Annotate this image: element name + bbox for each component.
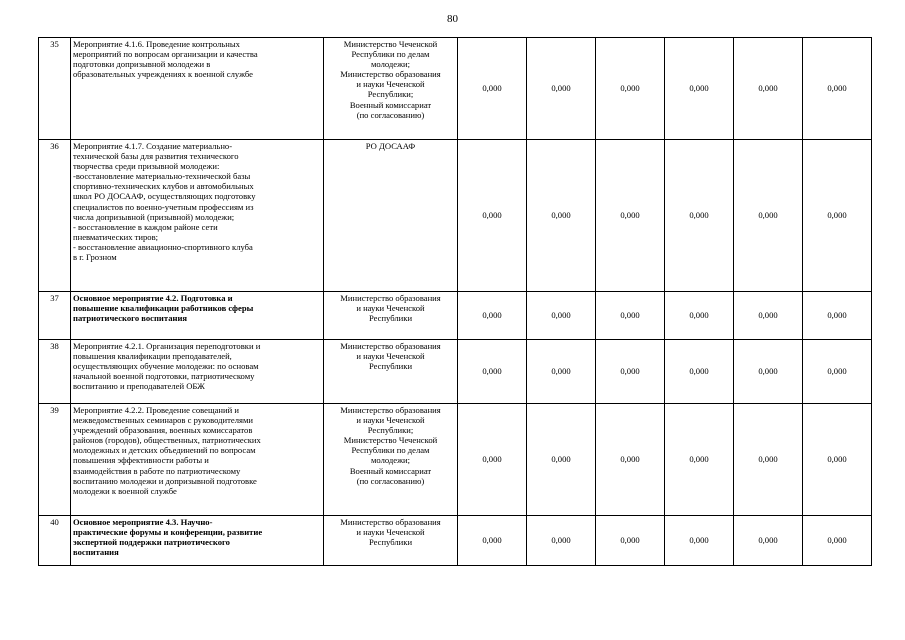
- responsible-executor: РО ДОСААФ: [324, 140, 458, 292]
- funding-value: 0,000: [734, 38, 803, 140]
- funding-value: 0,000: [527, 140, 596, 292]
- program-table: [38, 37, 872, 566]
- row-number: 39: [39, 404, 71, 516]
- funding-value: 0,000: [803, 340, 872, 404]
- activity-description: Основное мероприятие 4.2. Подготовка и повышение квалификации работников сферы патриотического воспитания: [71, 292, 324, 340]
- activity-description: Мероприятие 4.2.2. Проведение совещаний и межведомственных семинаров с руководителями учреждений образования, военных комиссаратов районов (городов), общественных, патриотических молодежных и детских объединений по вопросам повышения эффективности работы и взаимодействия в работе по патриотическому воспитанию молодежи и допризывной подготовке молодежи к военной службе: [71, 404, 324, 516]
- funding-value: 0,000: [665, 340, 734, 404]
- activity-description: Мероприятие 4.1.6. Проведение контрольных мероприятий по вопросам организации и качества подготовки допризывной молодежи в образовательных учреждениях к военной службе: [71, 38, 324, 140]
- funding-value: 0,000: [803, 38, 872, 140]
- funding-value: 0,000: [803, 292, 872, 340]
- funding-value: 0,000: [665, 292, 734, 340]
- responsible-executor: Министерство образования и науки Чеченской Республики: [324, 340, 458, 404]
- table-row: [39, 340, 872, 404]
- funding-value: 0,000: [665, 404, 734, 516]
- funding-value: 0,000: [527, 340, 596, 404]
- page-number: 80: [447, 13, 458, 25]
- funding-value: 0,000: [527, 404, 596, 516]
- funding-value: 0,000: [734, 140, 803, 292]
- funding-value: 0,000: [458, 340, 527, 404]
- funding-value: 0,000: [803, 140, 872, 292]
- funding-value: 0,000: [458, 516, 527, 566]
- row-number: 37: [39, 292, 71, 340]
- responsible-executor: Министерство Чеченской Республики по делам молодежи; Министерство образования и науки Чеченской Республики; Военный комиссариат (по согласованию): [324, 38, 458, 140]
- funding-value: 0,000: [596, 292, 665, 340]
- funding-value: 0,000: [596, 140, 665, 292]
- table-row: [39, 516, 872, 566]
- table-row: [39, 38, 872, 140]
- activity-description: Мероприятие 4.1.7. Создание материально- технической базы для развития технического творчества среди призывной молодежи: -восстановление материально-технической базы спортивно-технических клубов и автомобильных школ РО ДОСААФ, осуществляющих подготовку специалистов по военно-учетным профессиям из числа допризывной (призывной) молодежи; - восстановление в каждом районе сети пневматических тиров; - восстановление авиационно-спортивного клуба в г. Грозном: [71, 140, 324, 292]
- table-row: [39, 140, 872, 292]
- row-number: 40: [39, 516, 71, 566]
- responsible-executor: Министерство образования и науки Чеченской Республики: [324, 516, 458, 566]
- funding-value: 0,000: [803, 516, 872, 566]
- funding-value: 0,000: [527, 292, 596, 340]
- funding-value: 0,000: [803, 404, 872, 516]
- responsible-executor: Министерство образования и науки Чеченской Республики: [324, 292, 458, 340]
- funding-value: 0,000: [665, 140, 734, 292]
- funding-value: 0,000: [734, 340, 803, 404]
- responsible-executor: Министерство образования и науки Чеченской Республики; Министерство Чеченской Республики по делам молодежи; Военный комиссариат (по согласованию): [324, 404, 458, 516]
- table-row: [39, 404, 872, 516]
- row-number: 36: [39, 140, 71, 292]
- funding-value: 0,000: [596, 340, 665, 404]
- row-number: 38: [39, 340, 71, 404]
- funding-value: 0,000: [458, 404, 527, 516]
- table-row: [39, 292, 872, 340]
- row-number: 35: [39, 38, 71, 140]
- funding-value: 0,000: [596, 516, 665, 566]
- funding-value: 0,000: [458, 140, 527, 292]
- funding-value: 0,000: [734, 404, 803, 516]
- funding-value: 0,000: [458, 38, 527, 140]
- funding-value: 0,000: [596, 404, 665, 516]
- activity-description: Мероприятие 4.2.1. Организация переподготовки и повышения квалификации преподавателей, осуществляющих обучение молодежи: по основам начальной военной подготовки, патриотическому воспитанию и преподавателей ОБЖ: [71, 340, 324, 404]
- funding-value: 0,000: [734, 292, 803, 340]
- funding-value: 0,000: [527, 516, 596, 566]
- funding-value: 0,000: [458, 292, 527, 340]
- funding-value: 0,000: [527, 38, 596, 140]
- funding-value: 0,000: [596, 38, 665, 140]
- funding-value: 0,000: [734, 516, 803, 566]
- activity-description: Основное мероприятие 4.3. Научно- практические форумы и конференции, развитие экспертной поддержки патриотического воспитания: [71, 516, 324, 566]
- funding-value: 0,000: [665, 516, 734, 566]
- funding-value: 0,000: [665, 38, 734, 140]
